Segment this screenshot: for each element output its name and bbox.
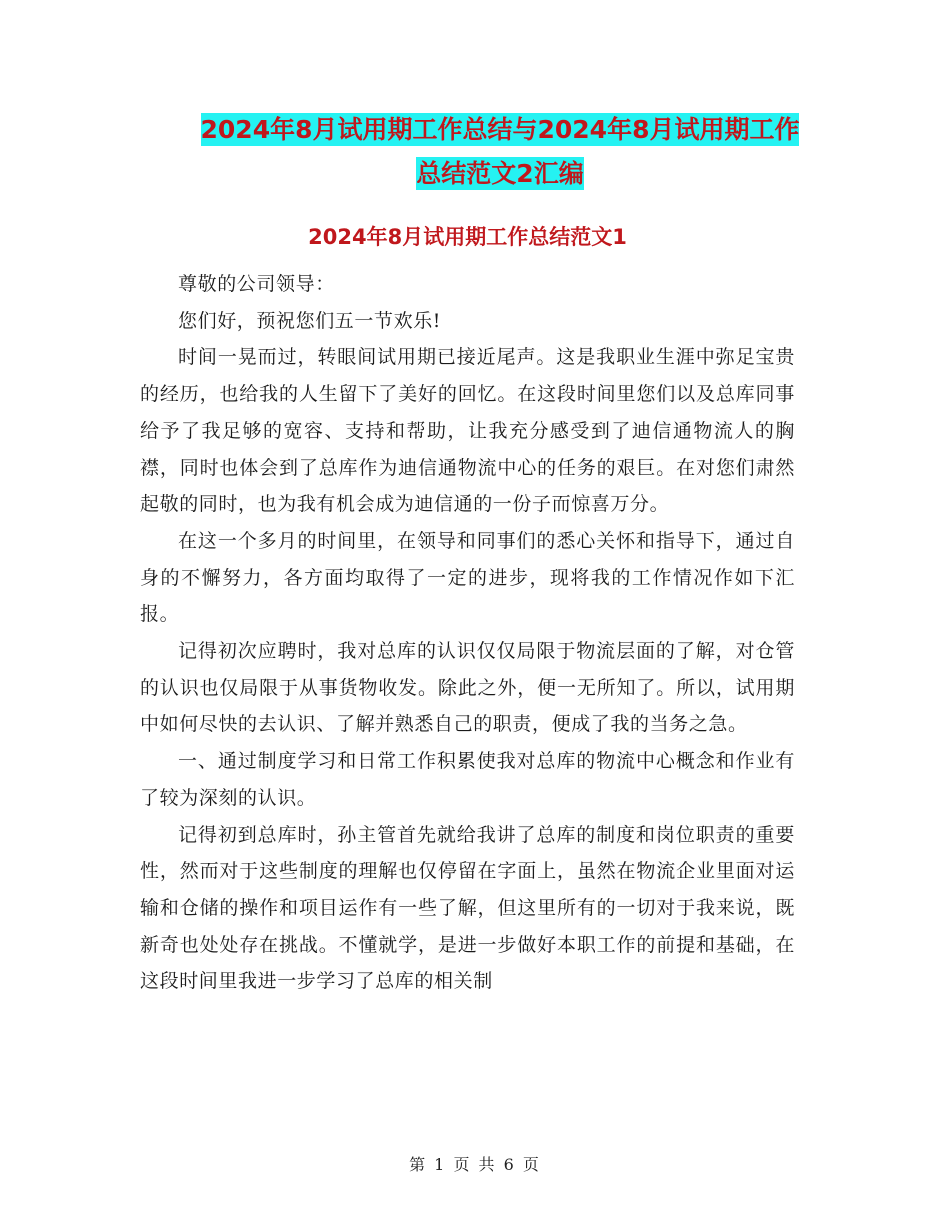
paragraph: 在这一个多月的时间里，在领导和同事们的悉心关怀和指导下，通过自身的不懈努力，各方面均取得了一定的进步，现将我的工作情况作如下汇报。 [140,529,795,626]
page-footer: 第 1 页 共 6 页 [409,1155,541,1174]
paragraph: 记得初次应聘时，我对总库的认识仅仅局限于物流层面的了解，对仓管的认识也仅局限于从事货物收发。除此之外，便一无所知了。所以，试用期中如何尽快的去认识、了解并熟悉自己的职责，便成了我的当务之急。 [140,640,795,736]
paragraph-heading-1: 一、通过制度学习和日常工作积累使我对总库的物流中心概念和作业有了较为深刻的认识。 [140,750,795,809]
section-title: 2024年8月试用期工作总结范文1 [308,225,627,249]
paragraph: 记得初到总库时，孙主管首先就给我讲了总库的制度和岗位职责的重要性，然而对于这些制度的理解也仅停留在字面上，虽然在物流企业里面对运输和仓储的操作和项目运作有一些了解，但这里所有的一切对于我来说，既新奇也处处存在挑战。不懂就学，是进一步做好本职工作的前提和基础，在这段时间里我进一步学习了总库的相关制 [140,823,795,993]
document-title [140,108,860,196]
document-title-line-1: 2024年8月试用期工作总结与2024年8月试用期工作 [200,115,800,144]
paragraph-salutation: 尊敬的公司领导： [178,273,335,295]
paragraph: 时间一晃而过，转眼间试用期已接近尾声。这是我职业生涯中弥足宝贵的经历，也给我的人生留下了美好的回忆。在这段时间里您们以及总库同事给予了我足够的宽容、支持和帮助，让我充分感受到了迪信通物流人的胸襟，同时也体会到了总库作为迪信通物流中心的任务的艰巨。在对您们肃然起敬的同时，也为我有机会成为迪信通的一份子而惊喜万分。 [140,346,795,516]
document-title-line-2: 总结范文2汇编 [416,159,584,188]
paragraph-greeting: 您们好，预祝您们五一节欢乐! [178,309,442,332]
document-body [140,266,795,1000]
